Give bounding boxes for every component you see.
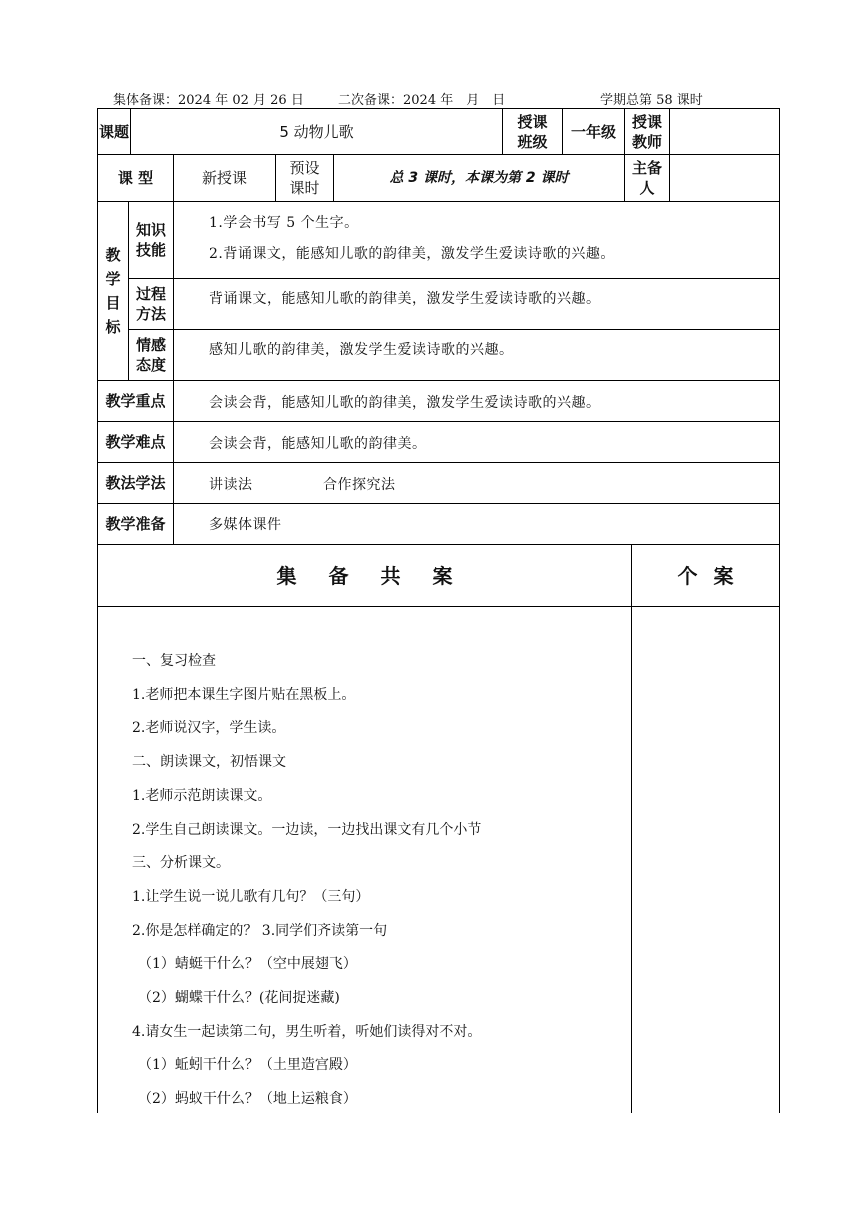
emotion-label: 情感态度 bbox=[135, 336, 166, 374]
teacher-label: 授课教师 bbox=[631, 112, 662, 151]
emotion-value: 感知儿歌的韵律美，激发学生爱读诗歌的兴趣。 bbox=[209, 342, 514, 358]
topic-value: 5 动物儿歌 bbox=[279, 122, 354, 141]
plan-line: 一、复习检查 bbox=[132, 653, 216, 669]
individual-plan-title: 个案 bbox=[677, 563, 750, 588]
plan-line: 2.你是怎样确定的？ 3.同学们齐读第一句 bbox=[132, 923, 388, 939]
knowledge-item-2: 2.背诵课文，能感知儿歌的韵律美，激发学生爱读诗歌的兴趣。 bbox=[209, 246, 615, 262]
methods-label: 教法学法 bbox=[105, 474, 166, 492]
shared-plan-title: 集备共案 bbox=[276, 563, 485, 588]
plan-line: 2.老师说汉字，学生读。 bbox=[132, 720, 286, 736]
difficulties-value: 会读会背，能感知儿歌的韵律美。 bbox=[209, 436, 427, 452]
methods-value-2: 合作探究法 bbox=[323, 477, 396, 493]
process-value: 背诵课文，能感知儿歌的韵律美，激发学生爱读诗歌的兴趣。 bbox=[209, 291, 601, 307]
lead-label: 主备人 bbox=[631, 159, 662, 197]
plan-line: 二、朗读课文，初悟课文 bbox=[132, 754, 286, 770]
total-period: 学期总第 58 课时 bbox=[600, 93, 703, 108]
objectives-label: 教学目标 bbox=[105, 246, 121, 336]
knowledge-label: 知识技能 bbox=[135, 221, 166, 259]
type-value: 新授课 bbox=[201, 169, 247, 187]
plan-line: （2）蚂蚁干什么？（地上运粮食） bbox=[138, 1091, 357, 1107]
class-label: 授课班级 bbox=[517, 112, 548, 151]
plan-line: （1）蚯蚓干什么？（土里造宫殿） bbox=[138, 1057, 357, 1073]
preparation-value: 多媒体课件 bbox=[209, 517, 282, 533]
methods-value-1: 讲读法 bbox=[209, 477, 253, 493]
lesson-plan-table bbox=[97, 108, 780, 1113]
individual-plan-body bbox=[632, 607, 779, 1113]
lead-value bbox=[670, 155, 779, 201]
type-label: 课 型 bbox=[117, 169, 154, 187]
key-points-value: 会读会背，能感知儿歌的韵律美，激发学生爱读诗歌的兴趣。 bbox=[209, 395, 601, 411]
process-label: 过程方法 bbox=[135, 285, 166, 323]
periods-value: 总 3 课时，本课为第 2 课时 bbox=[389, 170, 569, 186]
difficulties-label: 教学难点 bbox=[105, 433, 166, 451]
plan-line: 1.老师把本课生字图片贴在黑板上。 bbox=[132, 687, 356, 703]
topic-label: 课题 bbox=[98, 122, 129, 141]
periods-label: 预设课时 bbox=[289, 159, 320, 197]
second-prep-date: 二次备课：2024 年 月 日 bbox=[338, 93, 506, 108]
plan-line: 三、分析课文。 bbox=[132, 855, 230, 871]
plan-line: 2.学生自己朗读课文。一边读，一边找出课文有几个小节 bbox=[132, 822, 482, 838]
plan-line: （1）蜻蜓干什么？（空中展翅飞） bbox=[138, 956, 357, 972]
class-value: 一年级 bbox=[570, 122, 616, 141]
key-points-label: 教学重点 bbox=[105, 392, 166, 410]
preparation-label: 教学准备 bbox=[105, 515, 166, 533]
plan-line: 1.让学生说一说儿歌有几句？（三句） bbox=[132, 889, 370, 905]
collective-prep-date: 集体备课：2024 年 02 月 26 日 bbox=[113, 93, 304, 108]
plan-line: 1.老师示范朗读课文。 bbox=[132, 788, 272, 804]
plan-line: （2）蝴蝶干什么？(花间捉迷藏) bbox=[138, 990, 340, 1006]
plan-line: 4.请女生一起读第二句，男生听着，听她们读得对不对。 bbox=[132, 1024, 482, 1040]
teacher-value bbox=[670, 109, 779, 154]
knowledge-item-1: 1.学会书写 5 个生字。 bbox=[209, 215, 359, 231]
